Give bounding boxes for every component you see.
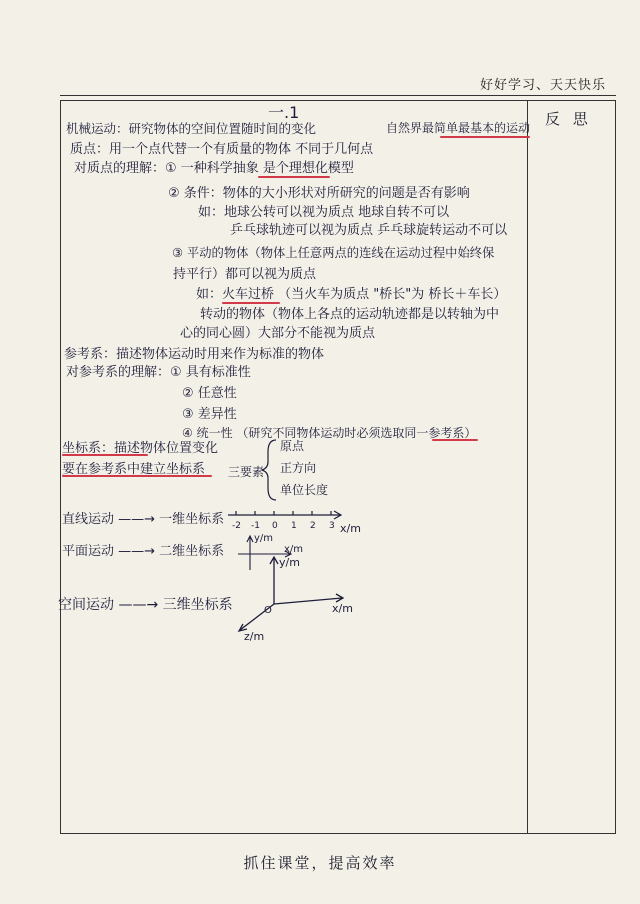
note-particle-definition: 质点：用一个点代替一个有质量的物体 不同于几何点 <box>70 142 374 157</box>
axis-label: y/m <box>279 556 300 569</box>
note-example-train: 如：火车过桥 （当火车为质点 "桥长"为 桥长＋车长） <box>196 287 507 302</box>
note-rotational-motion: 转动的物体（物体上各点的运动轨迹都是以转轴为中 <box>200 307 500 322</box>
note-coordinate-system: 坐标系：描述物体位置变化 <box>62 441 219 456</box>
element-origin: 原点 <box>280 439 305 453</box>
note-arbitrariness: ② 任意性 <box>182 386 237 401</box>
note-simplest-motion: 自然界最简单最基本的运动 <box>386 121 531 135</box>
tick-label: 0 <box>272 521 278 531</box>
note-translational-motion: ③ 平动的物体（物体上任意两点的连线在运动过程中始终保 <box>172 246 495 260</box>
origin-label: O <box>264 605 272 616</box>
note-mechanical-motion: 机械运动：研究物体的空间位置随时间的变化 <box>66 121 317 136</box>
axis-label: x/m <box>340 522 361 535</box>
axis-label: x/m <box>332 602 353 615</box>
tick-label: 1 <box>291 521 297 531</box>
section-number: 一.1 <box>268 103 300 122</box>
note-difference: ③ 差异性 <box>182 407 237 422</box>
note-unity: ④ 统一性 （研究不同物体运动时必须选取同一参考系） <box>182 426 477 440</box>
element-unit-length: 单位长度 <box>280 483 329 497</box>
axis-label: z/m <box>244 630 265 643</box>
note-reference-frame: 参考系：描述物体运动时用来作为标准的物体 <box>64 347 325 362</box>
note-linear-motion: 直线运动 ——→ 一维坐标系 <box>62 512 225 527</box>
note-build-coordinates: 要在参考系中建立坐标系 <box>62 462 206 477</box>
three-elements-label: 三要素 <box>228 465 265 479</box>
tick-label: 2 <box>310 521 316 531</box>
axis-label: y/m <box>254 533 274 544</box>
note-parallel: 持平行）都可以视为质点 <box>173 267 317 282</box>
reflection-column-title: 反 思 <box>545 110 592 128</box>
element-positive-direction: 正方向 <box>280 461 317 475</box>
note-example-pingpong: 乒乓球轨迹可以视为质点 乒乓球旋转运动不可以 <box>230 223 508 238</box>
header-slogan: 好好学习、天天快乐 <box>479 78 606 93</box>
note-planar-motion: 平面运动 ——→ 二维坐标系 <box>62 544 225 559</box>
note-condition: ② 条件：物体的大小形状对所研究的问题是否有影响 <box>168 186 470 201</box>
note-space-motion: 空间运动 ——→ 三维坐标系 <box>58 597 233 613</box>
note-example-earth: 如：地球公转可以视为质点 地球自转不可以 <box>198 205 450 220</box>
axis-label: x/m <box>284 544 304 555</box>
note-particle-understanding: 对质点的理解：① 一种科学抽象 是个理想化模型 <box>74 161 354 176</box>
note-reference-understanding: 对参考系的理解：① 具有标准性 <box>66 365 251 380</box>
tick-label: -1 <box>251 521 260 531</box>
axis-1d <box>228 511 341 519</box>
footer-slogan: 抓住课堂，提高效率 <box>243 854 397 872</box>
tick-label: -2 <box>232 521 241 531</box>
tick-label: 3 <box>329 521 335 531</box>
note-concentric: 心的同心圆）大部分不能视为质点 <box>180 326 376 341</box>
